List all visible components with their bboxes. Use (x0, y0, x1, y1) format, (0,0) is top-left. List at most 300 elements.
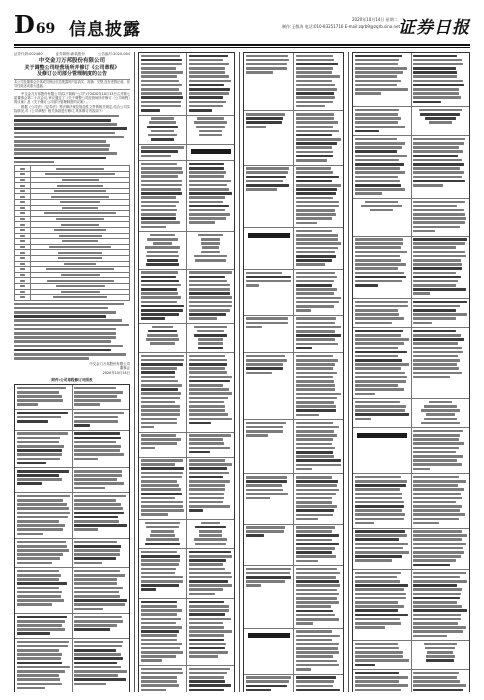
text-line (189, 213, 230, 216)
text-line (296, 635, 340, 638)
text-line (74, 470, 122, 473)
text-line (141, 626, 183, 629)
table-row (139, 115, 234, 144)
text-line (246, 171, 289, 174)
text-line (246, 576, 291, 579)
text-line (413, 226, 460, 229)
text-line (296, 480, 339, 483)
text-line (296, 651, 340, 654)
text-line (189, 188, 229, 191)
text-line (296, 618, 340, 621)
text-line (141, 568, 176, 571)
table-cell (411, 670, 470, 692)
text-line (413, 493, 461, 496)
text-line (355, 609, 398, 612)
table-cell (72, 468, 130, 492)
text-line (189, 84, 225, 87)
text-line (413, 434, 460, 437)
text-line (17, 599, 65, 602)
bold-label (191, 149, 231, 154)
text-line (296, 405, 337, 408)
text-line (189, 676, 224, 679)
text-line (355, 572, 402, 575)
text-line (189, 359, 228, 362)
column-4 (352, 52, 470, 692)
text-line (246, 121, 282, 124)
table-cell (15, 431, 72, 468)
text-line (296, 242, 342, 245)
table-cell (244, 566, 293, 628)
text-line (355, 359, 403, 362)
table-cell (353, 136, 411, 198)
text-line (355, 55, 402, 58)
text-line (189, 630, 233, 633)
text-line (189, 422, 212, 425)
text-line (413, 292, 430, 295)
text-line (74, 478, 117, 481)
text-line (355, 121, 398, 124)
text-line (74, 587, 123, 590)
text-line (17, 683, 62, 686)
masthead-rule-thin (14, 47, 470, 48)
text-line (141, 434, 177, 437)
text-line (189, 576, 233, 579)
text-line (355, 384, 398, 387)
table-cell (353, 53, 411, 106)
text-line (355, 363, 409, 366)
text-line (296, 622, 313, 625)
text-line (194, 538, 228, 541)
table-cell (72, 385, 130, 409)
text-line (246, 476, 288, 479)
bold-label (248, 633, 290, 638)
table-cell (139, 666, 186, 692)
text-line (189, 588, 224, 591)
text-line (141, 689, 167, 692)
table-cell (293, 166, 343, 228)
column-divider (239, 52, 240, 692)
table-cell (139, 116, 186, 144)
text-line (246, 272, 283, 275)
text-line (296, 322, 336, 325)
text-line (141, 476, 183, 479)
text-line (198, 347, 223, 350)
text-line (189, 401, 224, 404)
text-line (355, 126, 406, 129)
text-line (74, 670, 127, 673)
text-line (246, 430, 283, 433)
text-line (202, 246, 220, 249)
text-line (296, 589, 337, 592)
text-line (296, 234, 339, 237)
text-line (413, 359, 460, 362)
text-line (189, 647, 225, 650)
text-line (296, 159, 327, 162)
text-line (14, 307, 108, 310)
text-line (355, 150, 398, 153)
text-line (189, 88, 231, 91)
text-line (413, 626, 466, 629)
text-line (189, 409, 225, 412)
announcement-meta (14, 52, 130, 57)
text-line (296, 247, 339, 250)
text-line (296, 305, 334, 308)
text-line (296, 518, 318, 521)
text-line (141, 146, 185, 149)
text-line (74, 412, 124, 415)
text-line (141, 639, 177, 642)
text-line (141, 655, 177, 658)
table-cell (15, 614, 72, 638)
text-line (365, 201, 398, 204)
comparison-label: 附件:公司章程修订对照表 (51, 378, 93, 383)
text-line (189, 563, 223, 566)
text-line (296, 409, 336, 412)
text-line (74, 549, 120, 552)
text-line (141, 171, 183, 174)
text-line (141, 313, 179, 316)
table-row (353, 198, 469, 236)
table-row (139, 231, 234, 269)
table-row (244, 473, 343, 523)
text-line (189, 75, 229, 78)
text-line (201, 242, 221, 245)
text-line (17, 595, 61, 598)
text-line (413, 347, 462, 350)
section-title: 信息披露 (69, 20, 141, 40)
text-line (355, 664, 376, 667)
text-line (355, 276, 406, 279)
text-line (199, 534, 221, 537)
text-line (74, 420, 118, 423)
text-line (141, 284, 181, 287)
text-line (296, 455, 334, 458)
text-line (141, 213, 177, 216)
table-cell (186, 520, 234, 548)
text-line (296, 59, 335, 62)
text-line (189, 397, 228, 400)
text-line (296, 75, 341, 78)
text-line (296, 547, 335, 550)
table-row (139, 457, 234, 520)
text-line (246, 326, 262, 329)
text-line (296, 105, 326, 108)
text-line (296, 380, 334, 383)
text-line (189, 405, 225, 408)
text-line (296, 476, 333, 479)
table-cell (293, 270, 343, 315)
text-line (246, 284, 260, 287)
text-line (189, 509, 203, 512)
text-line (196, 126, 225, 129)
text-line (296, 676, 337, 679)
text-line (296, 530, 333, 533)
text-line (296, 301, 339, 304)
text-line (296, 630, 332, 633)
text-line (413, 55, 457, 58)
table-cell (353, 474, 411, 527)
text-line (246, 676, 291, 679)
text-line (413, 96, 461, 99)
text-line (413, 75, 457, 78)
table-cell (411, 299, 470, 327)
text-line (189, 609, 229, 612)
text-line (413, 580, 467, 583)
text-line (413, 551, 464, 554)
text-line (296, 426, 340, 429)
text-line (74, 562, 102, 565)
text-line (355, 267, 399, 270)
text-line (17, 470, 69, 473)
text-line (189, 105, 223, 108)
table-row (353, 135, 469, 198)
text-line (74, 645, 122, 648)
table-cell (411, 199, 470, 236)
text-line (189, 55, 228, 58)
text-line (147, 251, 178, 254)
text-line (74, 453, 124, 456)
text-line (355, 317, 404, 320)
table-cell (353, 570, 411, 640)
text-line (355, 347, 399, 350)
text-line (141, 75, 178, 78)
text-line (141, 647, 181, 650)
table-row (353, 569, 469, 640)
text-line (74, 641, 123, 644)
text-line (141, 80, 179, 83)
text-line (141, 613, 178, 616)
text-line (17, 512, 70, 515)
table-row (139, 598, 234, 665)
table-row (139, 352, 234, 431)
text-line (355, 680, 399, 683)
text-line (141, 668, 183, 671)
text-line (296, 117, 335, 120)
text-line (141, 493, 183, 496)
table-cell (139, 161, 186, 231)
table-row (353, 236, 469, 299)
table-cell (293, 525, 343, 566)
text-line (189, 434, 231, 437)
table-cell (244, 166, 293, 228)
text-line (413, 59, 462, 62)
text-line (355, 238, 404, 241)
text-line (355, 405, 407, 408)
text-line (413, 618, 461, 621)
text-line (246, 568, 292, 571)
text-line (17, 395, 63, 398)
text-line (141, 92, 183, 95)
text-line (189, 613, 226, 616)
text-line (246, 355, 285, 358)
text-line (296, 576, 336, 579)
text-line (296, 167, 332, 170)
text-line (246, 572, 290, 575)
text-line (141, 576, 183, 579)
text-line (296, 384, 336, 387)
text-line (17, 620, 66, 623)
text-line (296, 597, 337, 600)
text-line (413, 534, 467, 537)
column-1 (14, 52, 130, 692)
text-line (141, 371, 175, 374)
text-line (17, 674, 59, 677)
text-line (413, 317, 456, 320)
table-cell (293, 111, 343, 164)
text-line (141, 376, 176, 379)
text-line (74, 628, 110, 631)
text-line (74, 603, 125, 606)
text-line (194, 326, 226, 329)
text-line (14, 136, 124, 139)
text-line (296, 543, 340, 546)
table-row (244, 419, 343, 473)
text-line (413, 605, 462, 608)
text-line (189, 572, 231, 575)
text-line (74, 474, 122, 477)
table-cell (411, 399, 470, 427)
page-letter: D (14, 10, 35, 39)
text-line (413, 505, 462, 508)
text-line (413, 555, 461, 558)
text-line (355, 301, 409, 304)
text-line (413, 67, 456, 70)
table-row (139, 160, 234, 231)
text-line (296, 397, 338, 400)
text-line (296, 534, 339, 537)
text-line (246, 434, 268, 437)
text-line (141, 472, 183, 475)
text-line (74, 520, 119, 523)
text-line (189, 672, 228, 675)
text-line (413, 451, 456, 454)
text-line (413, 63, 463, 66)
text-line (141, 63, 182, 66)
table-row (15, 295, 130, 301)
text-line (74, 516, 118, 519)
table-cell (139, 324, 186, 352)
text-line (296, 610, 334, 613)
text-line (425, 117, 456, 120)
text-line (17, 495, 70, 498)
text-line (355, 676, 408, 679)
table-cell (353, 670, 411, 692)
text-line (413, 338, 464, 341)
table-row (139, 144, 234, 161)
text-line (14, 157, 106, 160)
text-line (14, 152, 117, 155)
text-line (151, 530, 173, 533)
text-line (189, 201, 224, 204)
table-row (244, 227, 343, 269)
text-line (153, 242, 172, 245)
text-line (355, 547, 403, 550)
table-row (353, 106, 469, 135)
text-line (74, 541, 117, 544)
text-line (296, 213, 337, 216)
text-line (246, 497, 271, 500)
text-line (296, 434, 337, 437)
signature-date: 2020年10月14日 (102, 370, 130, 375)
text-line (413, 201, 465, 204)
text-line (413, 322, 432, 325)
text-line (189, 484, 225, 487)
text-line (413, 217, 466, 220)
text-line (413, 142, 464, 145)
text-line (146, 255, 180, 258)
text-line (413, 209, 464, 212)
table-cell (411, 529, 470, 570)
text-line (17, 420, 48, 423)
text-line (141, 605, 178, 608)
text-line (141, 609, 182, 612)
text-line (355, 334, 402, 337)
text-line (14, 115, 119, 118)
text-line (355, 497, 402, 500)
text-line (198, 342, 223, 345)
text-line (413, 284, 456, 287)
text-line (17, 653, 63, 656)
text-line (296, 655, 333, 658)
text-line (296, 230, 332, 233)
table-row (244, 565, 343, 628)
table-cell (72, 639, 130, 692)
table-row (353, 398, 469, 427)
table-cell (139, 458, 186, 520)
table-cell (186, 549, 234, 598)
text-line (17, 662, 63, 665)
text-line (355, 242, 403, 245)
text-line (189, 92, 230, 95)
text-line (296, 197, 334, 200)
text-line (355, 88, 409, 91)
text-line (296, 601, 339, 604)
text-line (17, 591, 62, 594)
text-line (296, 263, 326, 266)
text-line (355, 159, 399, 162)
text-line (189, 271, 232, 274)
table-cell (411, 570, 470, 640)
text-line (355, 509, 402, 512)
text-line (195, 543, 226, 546)
text-line (355, 534, 408, 537)
text-line (413, 84, 464, 87)
text-line (189, 501, 223, 504)
text-line (246, 680, 290, 683)
table-cell (15, 468, 72, 492)
text-line (195, 259, 226, 262)
text-line (189, 63, 229, 66)
text-line (189, 109, 212, 112)
text-line (296, 685, 334, 688)
text-line (14, 315, 106, 318)
text-line (141, 67, 176, 70)
text-line (355, 413, 409, 416)
text-line (189, 447, 230, 450)
text-line (141, 676, 178, 679)
text-line (296, 130, 339, 133)
text-line (14, 148, 109, 151)
text-line (355, 163, 405, 166)
text-line (145, 543, 179, 546)
text-line (355, 113, 399, 116)
text-line (17, 387, 66, 390)
text-line (413, 363, 457, 366)
text-line (296, 201, 339, 204)
text-line (296, 584, 341, 587)
text-line (74, 620, 123, 623)
text-line (296, 430, 335, 433)
